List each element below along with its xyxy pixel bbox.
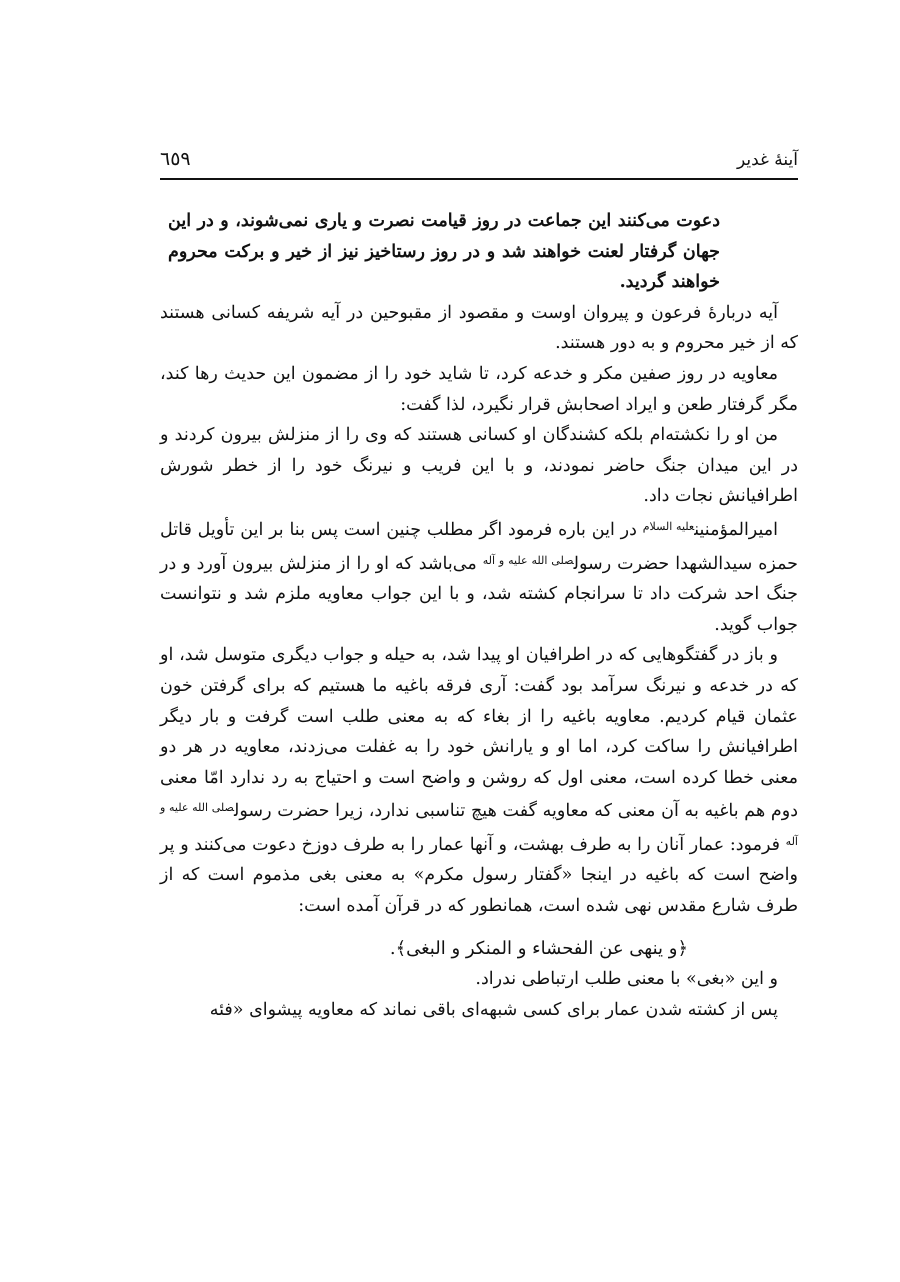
hadith-quote: دعوت می‌کنند این جماعت در روز قیامت نصرت و یاری نمی‌شوند، و در این جهان گرفتار لعنت خواهند شد و در روز رستاخیز نیز از خیر و برکت محروم خواهند گردید. <box>168 211 720 293</box>
paragraph: آیه دربارهٔ فرعون و پیروان اوست و مقصود از مقبوحین در آیه شریفه کسانی هستند که از خیر محروم و به دور هستند. <box>160 302 798 354</box>
running-header <box>160 148 798 180</box>
paragraph <box>160 640 798 921</box>
paragraph <box>160 512 798 640</box>
quran-verse: ﴿و ینهی عن الفحشاء و المنکر و البغی﴾. <box>389 937 688 959</box>
running-title: آینهٔ غدیر <box>736 150 798 170</box>
paragraph: و این «بغی» با معنی طلب ارتباطی ندراد. <box>475 969 778 990</box>
page-number: ٦٥٩ <box>160 148 191 170</box>
paragraph-text: فرمود: عمار آنان را به طرف بهشت، و آنها عمار را به طرف دوزخ دعوت می‌کنند و پر واضح است که باغیه در اینجا «گفتار رسول مکرم» به معنی بغی مذموم است که از طرف شارع مقدس نهی شده است، همانطور که در قرآن آمده است: <box>160 834 798 917</box>
paragraph-text: در این باره فرمود اگر مطلب چنین است پس بنا بر این تأویل قاتل حمزه سیدالشهدا حضرت رسول <box>160 519 799 574</box>
paragraph: پس از کشته شدن عمار برای کسی شبهه‌ای باقی نماند که معاویه پیشوای «فئه <box>209 999 778 1020</box>
paragraph: من او را نکشته‌ام بلکه کشندگان او کسانی هستند که وی را از منزلش بیرون کردند و در این میدان جنگ حاضر نمودند، و با این فریب و نیرنگ خود را از خطر شورش اطرافیانش نجات داد. <box>160 425 798 507</box>
honorific-glyph: صلی الله علیه و آله <box>160 801 798 848</box>
paragraph-text: امیرالمؤمنین <box>694 519 778 540</box>
paragraph: معاویه در روز صفین مکر و خدعه کرد، تا شاید خود را از مضمون این حدیث رها کند، مگر گرفتار طعن و ایراد اصحابش قرار نگیرد، لذا گفت: <box>160 363 798 415</box>
honorific-glyph: صلی الله علیه و آله <box>482 553 574 567</box>
honorific-glyph: علیه السلام <box>642 519 695 533</box>
paragraph-text: می‌باشد که او را از منزلش بیرون آورد و در جنگ احد شرکت داد تا سرانجام کشته شد، و با این جواب معاویه ملزم شد و نتوانست جواب گوید. <box>160 553 798 635</box>
paragraph-text: و باز در گفتگوهایی که در اطرافیان او پیدا شد، به حیله و جواب دیگری متوسل شد، او که در خدعه و نیرنگ سرآمد بود گفت: آری فرقه باغیه ما هستیم که برای گرفتن خون عثمان قیام کردیم. معاویه باغیه را از بغاء که به معنی طلب است گرفت و بار دیگر اطرافیانش را ساکت کرد، اما او و یارانش خود را به غفلت می‌زدند، معاویه در هر دو معنی خطا کرده است، معنی اول که روشن و واضح است و احتیاج به رد ندارد امّا معنی دوم هم باغیه به آن معنی که معاویه گفت هیچ تناسبی ندارد، زیرا حضرت رسول <box>160 645 798 822</box>
page-body <box>160 206 798 1025</box>
